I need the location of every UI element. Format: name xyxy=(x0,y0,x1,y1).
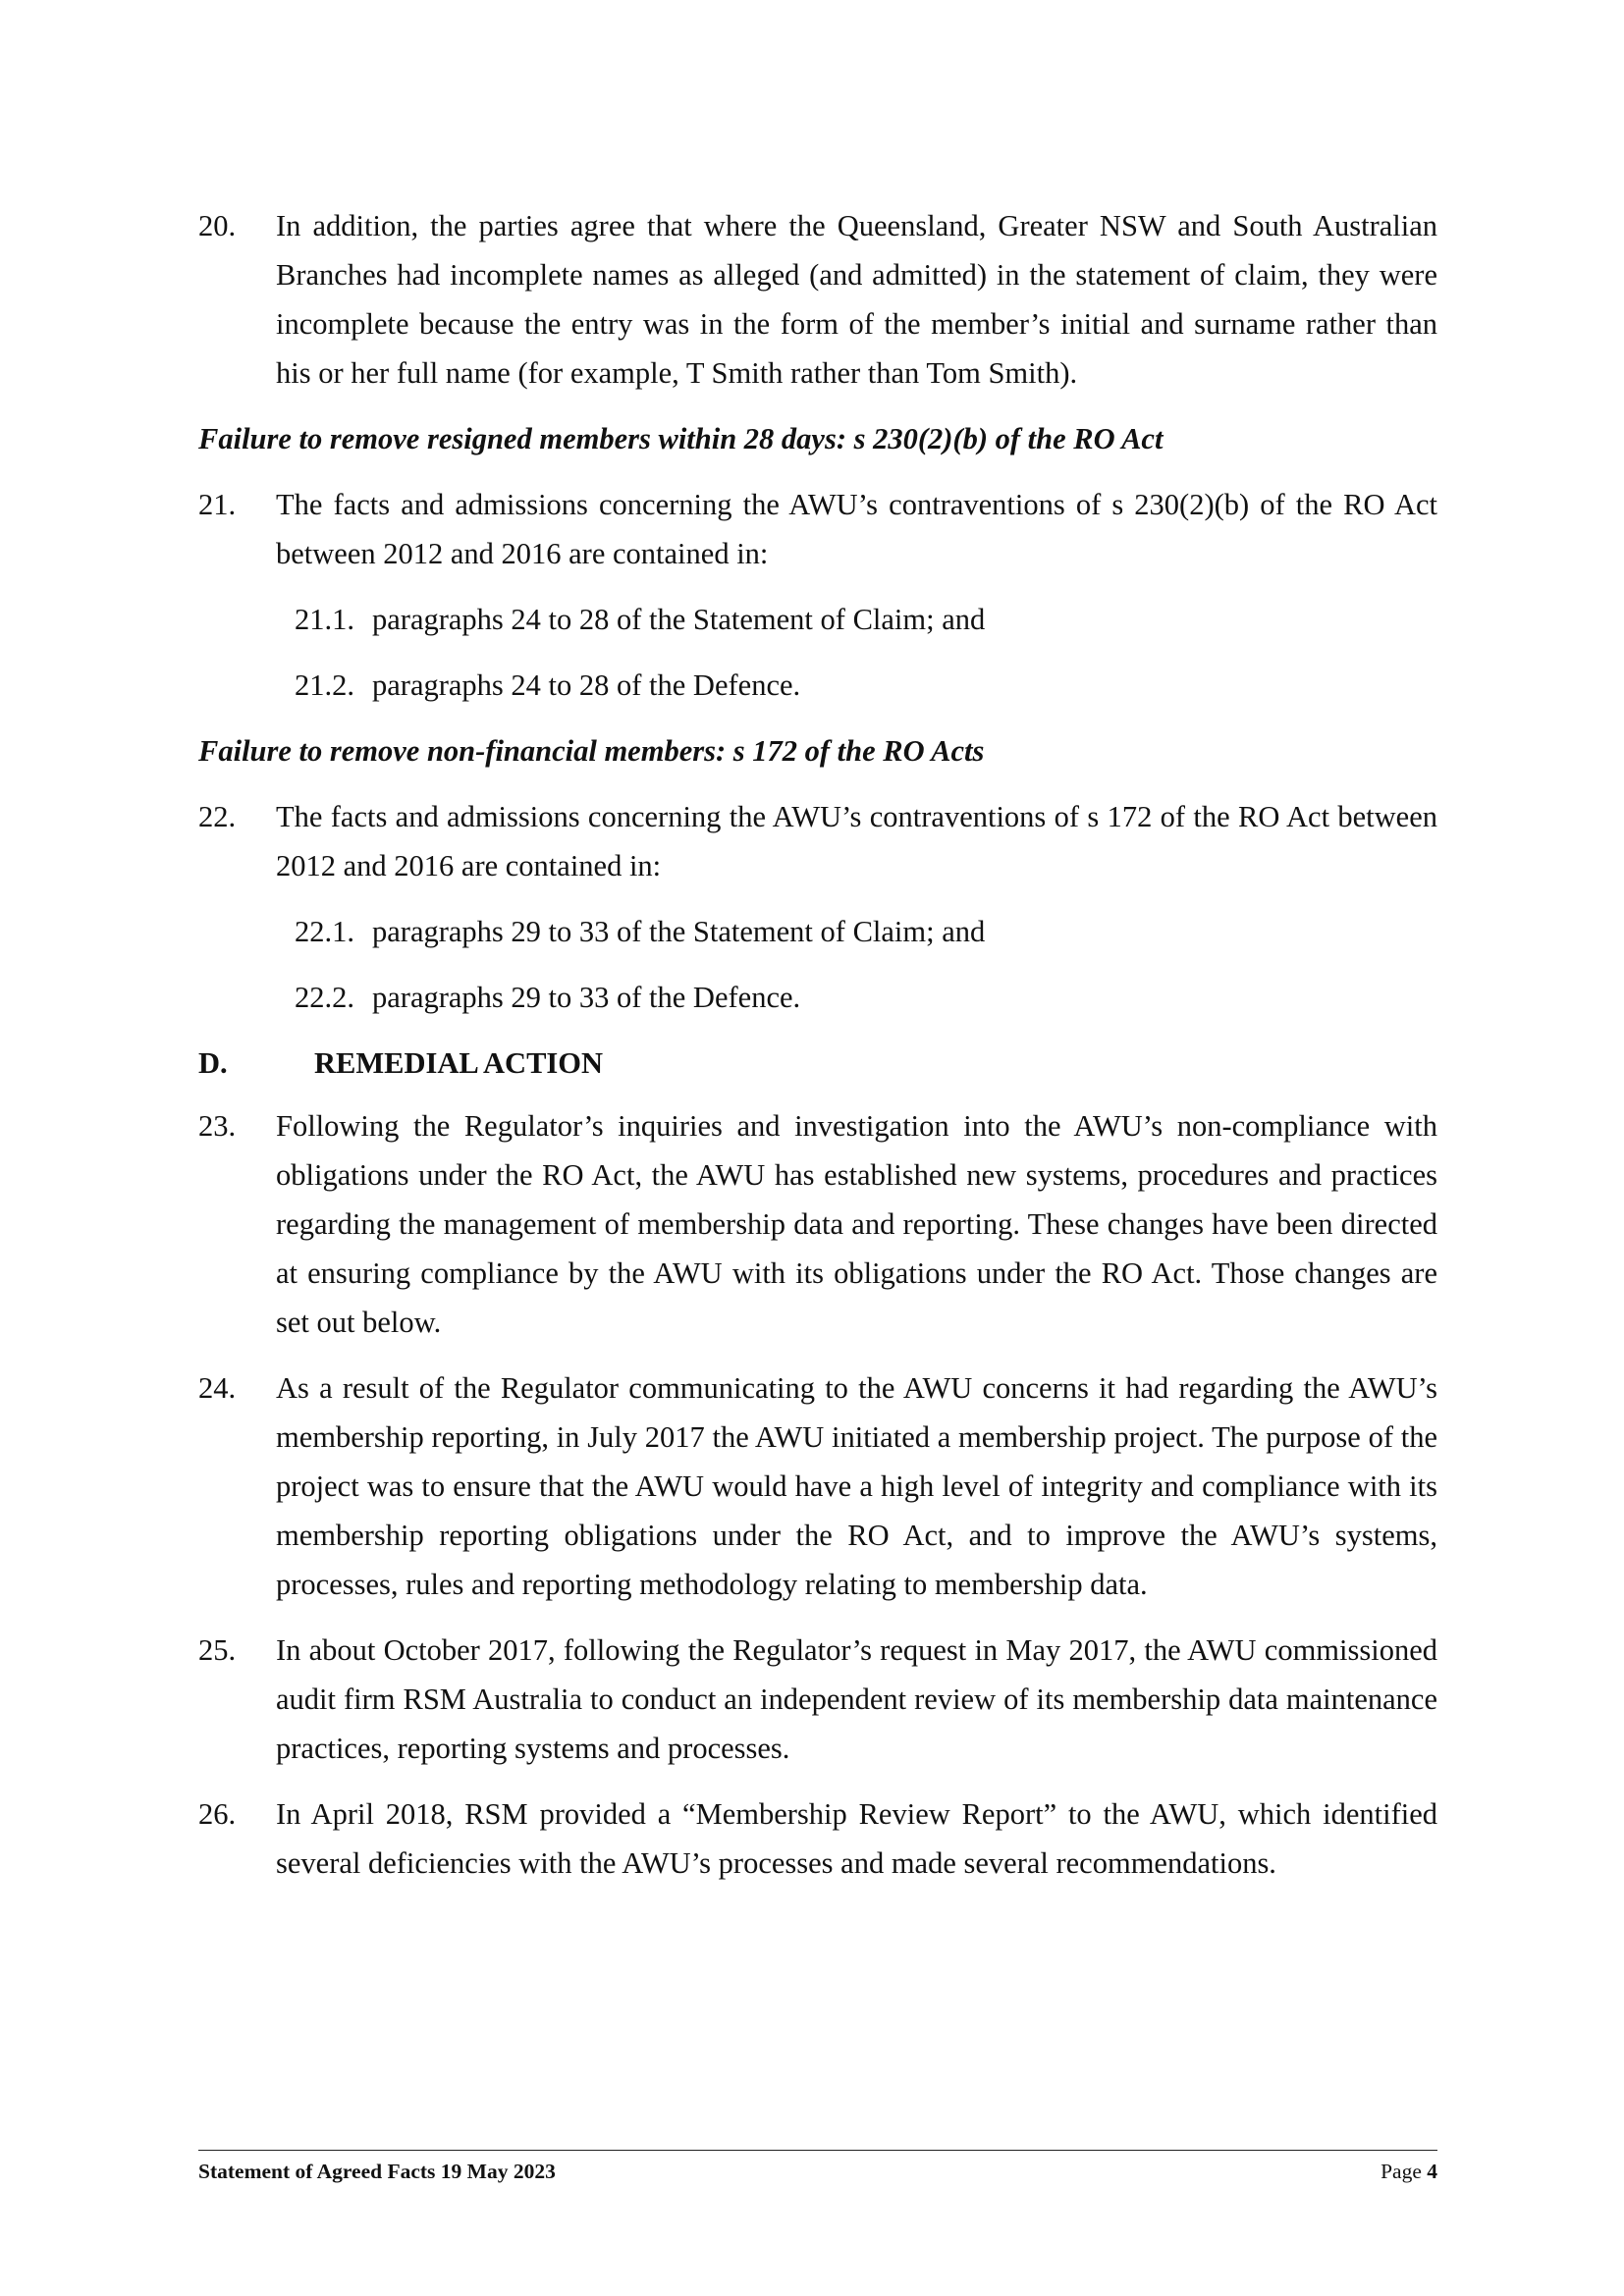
section-heading-d xyxy=(198,1039,1437,1088)
paragraph-text: In about October 2017, following the Regulator’s request in May 2017, the AWU commissioned audit firm RSM Australia to conduct an independent review of its membership data maintenance practices, reporting systems and processes. xyxy=(276,1633,1437,1765)
paragraph-number: 22. xyxy=(198,800,237,833)
footer-page-number: 4 xyxy=(1427,2160,1437,2183)
subparagraph-text: paragraphs 29 to 33 of the Statement of Claim; and xyxy=(372,915,986,948)
section-letter: D. xyxy=(198,1046,228,1080)
paragraph-text: The facts and admissions concerning the AWU’s contraventions of s 172 of the RO Act between 2012 and 2016 are contained in: xyxy=(276,800,1437,882)
paragraph-number: 26. xyxy=(198,1797,237,1831)
subparagraph-22-1 xyxy=(198,907,1437,956)
paragraph-number: 24. xyxy=(198,1371,237,1405)
paragraph-22 xyxy=(198,792,1437,890)
footer-page-label: Page xyxy=(1380,2160,1422,2183)
paragraph-20 xyxy=(198,201,1437,398)
paragraph-number: 21. xyxy=(198,488,237,521)
paragraph-21 xyxy=(198,480,1437,578)
subparagraph-text: paragraphs 24 to 28 of the Defence. xyxy=(372,668,801,702)
subheading-resigned-members: Failure to remove resigned members within 28 days: s 230(2)(b) of the RO Act xyxy=(198,422,1164,455)
paragraph-number: 25. xyxy=(198,1633,237,1667)
section-title: REMEDIAL ACTION xyxy=(314,1046,604,1080)
subparagraph-21-2 xyxy=(198,661,1437,710)
document-body xyxy=(198,201,1437,1904)
page-footer xyxy=(198,2150,1437,2186)
subparagraph-number: 21.1. xyxy=(295,603,354,636)
subparagraph-text: paragraphs 24 to 28 of the Statement of Claim; and xyxy=(372,603,986,636)
footer-page-indicator xyxy=(1380,2157,1437,2186)
paragraph-24 xyxy=(198,1363,1437,1609)
subparagraph-number: 21.2. xyxy=(295,668,354,702)
paragraph-text: Following the Regulator’s inquiries and investigation into the AWU’s non-compliance with obligations under the RO Act, the AWU has established new systems, procedures and practices regarding the management of membership data and reporting. These changes have been directed at ensuring compliance by the AWU with its obligations under the RO Act. Those changes are set out below. xyxy=(276,1109,1437,1339)
paragraph-23 xyxy=(198,1101,1437,1347)
paragraph-text: In addition, the parties agree that where the Queensland, Greater NSW and South Australian Branches had incomplete names as alleged (and admitted) in the statement of claim, they were incomplete because the entry was in the form of the member’s initial and surname rather than his or her full name (for example, T Smith rather than Tom Smith). xyxy=(276,209,1437,390)
subparagraph-22-2 xyxy=(198,973,1437,1022)
paragraph-text: As a result of the Regulator communicating to the AWU concerns it had regarding the AWU’s membership reporting, in July 2017 the AWU initiated a membership project. The purpose of the project was to ensure that the AWU would have a high level of integrity and compliance with its membership reporting obligations under the RO Act, and to improve the AWU’s systems, processes, rules and reporting methodology relating to membership data. xyxy=(276,1371,1437,1601)
paragraph-number: 20. xyxy=(198,209,237,242)
subparagraph-number: 22.2. xyxy=(295,981,354,1014)
subheading-non-financial-members: Failure to remove non-financial members: s 172 of the RO Acts xyxy=(198,734,985,768)
paragraph-25 xyxy=(198,1626,1437,1773)
subparagraph-number: 22.1. xyxy=(295,915,354,948)
paragraph-text: In April 2018, RSM provided a “Membership Review Report” to the AWU, which identified several deficiencies with the AWU’s processes and made several recommendations. xyxy=(276,1797,1437,1880)
subparagraph-21-1 xyxy=(198,595,1437,644)
subparagraph-text: paragraphs 29 to 33 of the Defence. xyxy=(372,981,801,1014)
paragraph-number: 23. xyxy=(198,1109,237,1143)
paragraph-text: The facts and admissions concerning the AWU’s contraventions of s 230(2)(b) of the RO Act between 2012 and 2016 are contained in: xyxy=(276,488,1437,570)
footer-document-title: Statement of Agreed Facts 19 May 2023 xyxy=(198,2160,556,2183)
paragraph-26 xyxy=(198,1789,1437,1888)
